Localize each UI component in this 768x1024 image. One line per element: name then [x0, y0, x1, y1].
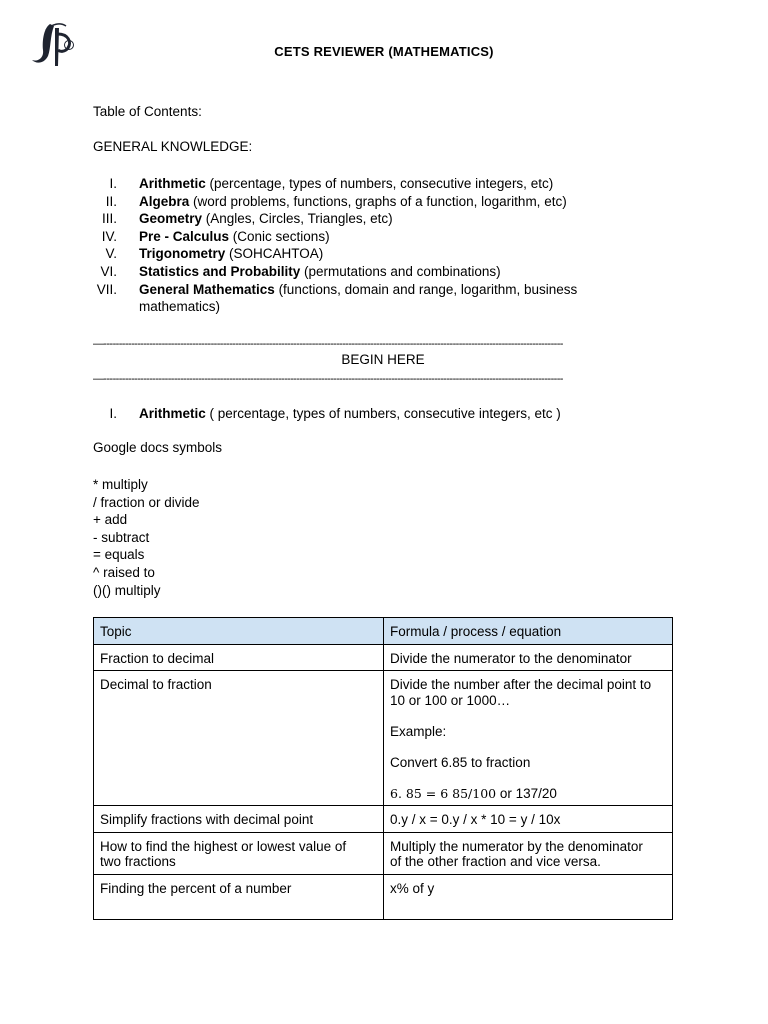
topic-cell: Fraction to decimal [94, 644, 384, 671]
symbol-item: - subtract [93, 529, 150, 545]
document-title: CETS REVIEWER (MATHEMATICS) [274, 44, 494, 59]
toc-item [93, 245, 673, 263]
section-title [93, 405, 673, 423]
math-expression: 6. 85 = 6 85/100 [390, 785, 497, 801]
toc-topic: General Mathematics [139, 281, 275, 297]
formula-line: Divide the number after the decimal point to [390, 677, 652, 692]
symbol-item: ^ raised to [93, 564, 155, 580]
toc-number: V. [105, 246, 117, 262]
toc-number: II. [105, 193, 117, 209]
table-row [94, 874, 673, 919]
topic-line: How to find the highest or lowest value of [100, 838, 347, 854]
toc-description: (word problems, functions, graphs of a function, logarithm, etc) [189, 193, 567, 209]
section-topic: Arithmetic [139, 406, 206, 421]
table-row [94, 671, 673, 806]
divider-line: —------------------------------------------------------------------------------------------------------------------------------------------------------ [93, 338, 563, 350]
symbol-item: ()() multiply [93, 582, 161, 598]
toc-description: (percentage, types of numbers, consecutive integers, etc) [205, 176, 554, 191]
symbol-item: / fraction or divide [93, 494, 200, 510]
toc-topic: Trigonometry [139, 246, 226, 262]
toc-description: (Conic sections) [229, 228, 330, 244]
formula-table [93, 617, 673, 920]
toc-item [93, 175, 673, 193]
formula-cell: x% of y [384, 874, 673, 919]
toc-topic: Pre - Calculus [139, 228, 230, 244]
toc-topic: Algebra [139, 193, 190, 209]
topic-cell [94, 832, 384, 874]
toc-description: (SOHCAHTOA) [225, 246, 324, 262]
formula-line: of the other fraction and vice versa. [390, 854, 601, 869]
toc-item [93, 210, 673, 228]
toc-description: (functions, domain and range, logarithm, business [274, 281, 578, 297]
begin-here-label: BEGIN HERE [341, 352, 425, 367]
symbol-item: = equals [93, 547, 145, 563]
example-text: Convert 6.85 to fraction [390, 754, 531, 770]
toc-item [93, 281, 673, 316]
toc-item [93, 193, 673, 211]
symbol-item: * multiply [93, 477, 148, 492]
topic-cell: Decimal to fraction [94, 671, 384, 806]
section-heading: GENERAL KNOWLEDGE: [93, 139, 253, 154]
table-header-row [94, 618, 673, 645]
formula-line: 10 or 100 or 1000… [390, 692, 511, 708]
example-result: or 137/20 [496, 785, 557, 801]
toc-topic: Arithmetic [139, 176, 206, 191]
example-equation [390, 786, 666, 802]
table-of-contents [93, 175, 673, 316]
toc-item [93, 263, 673, 281]
toc-heading: Table of Contents: [93, 104, 202, 119]
formula-cell [384, 832, 673, 874]
toc-number: III. [101, 211, 117, 227]
symbols-list [93, 476, 200, 599]
formula-line: Multiply the numerator by the denominator [390, 838, 643, 854]
toc-description: (Angles, Circles, Triangles, etc) [202, 211, 393, 227]
formula-cell: 0.y / x = 0.y / x * 10 = y / 10x [384, 806, 673, 833]
toc-description-continued: mathematics) [139, 299, 221, 315]
formula-cell: Divide the numerator to the denominator [384, 644, 673, 671]
toc-number: IV. [101, 228, 117, 244]
table-row [94, 644, 673, 671]
divider-line: —------------------------------------------------------------------------------------------------------------------------------------------------------ [93, 373, 563, 385]
symbols-heading: Google docs symbols [93, 440, 223, 455]
section-item [93, 405, 673, 423]
toc-number: VII. [96, 281, 117, 297]
table-row [94, 832, 673, 874]
table-header-cell: Formula / process / equation [384, 618, 673, 645]
section-description: ( percentage, types of numbers, consecutive integers, etc ) [205, 406, 561, 421]
topic-cell: Simplify fractions with decimal point [94, 806, 384, 833]
table-row [94, 806, 673, 833]
example-label: Example: [390, 723, 447, 739]
toc-item [93, 228, 673, 246]
toc-topic: Statistics and Probability [139, 263, 301, 279]
toc-topic: Geometry [139, 211, 203, 227]
toc-number: I. [109, 176, 117, 191]
section-number: I. [109, 406, 117, 421]
topic-line: two fractions [100, 854, 176, 869]
toc-number: VI. [100, 263, 117, 279]
toc-description: (permutations and combinations) [300, 263, 501, 279]
formula-cell [384, 671, 673, 806]
topic-cell: Finding the percent of a number [94, 874, 384, 919]
table-header-cell: Topic [94, 618, 384, 645]
symbol-item: + add [93, 512, 128, 528]
